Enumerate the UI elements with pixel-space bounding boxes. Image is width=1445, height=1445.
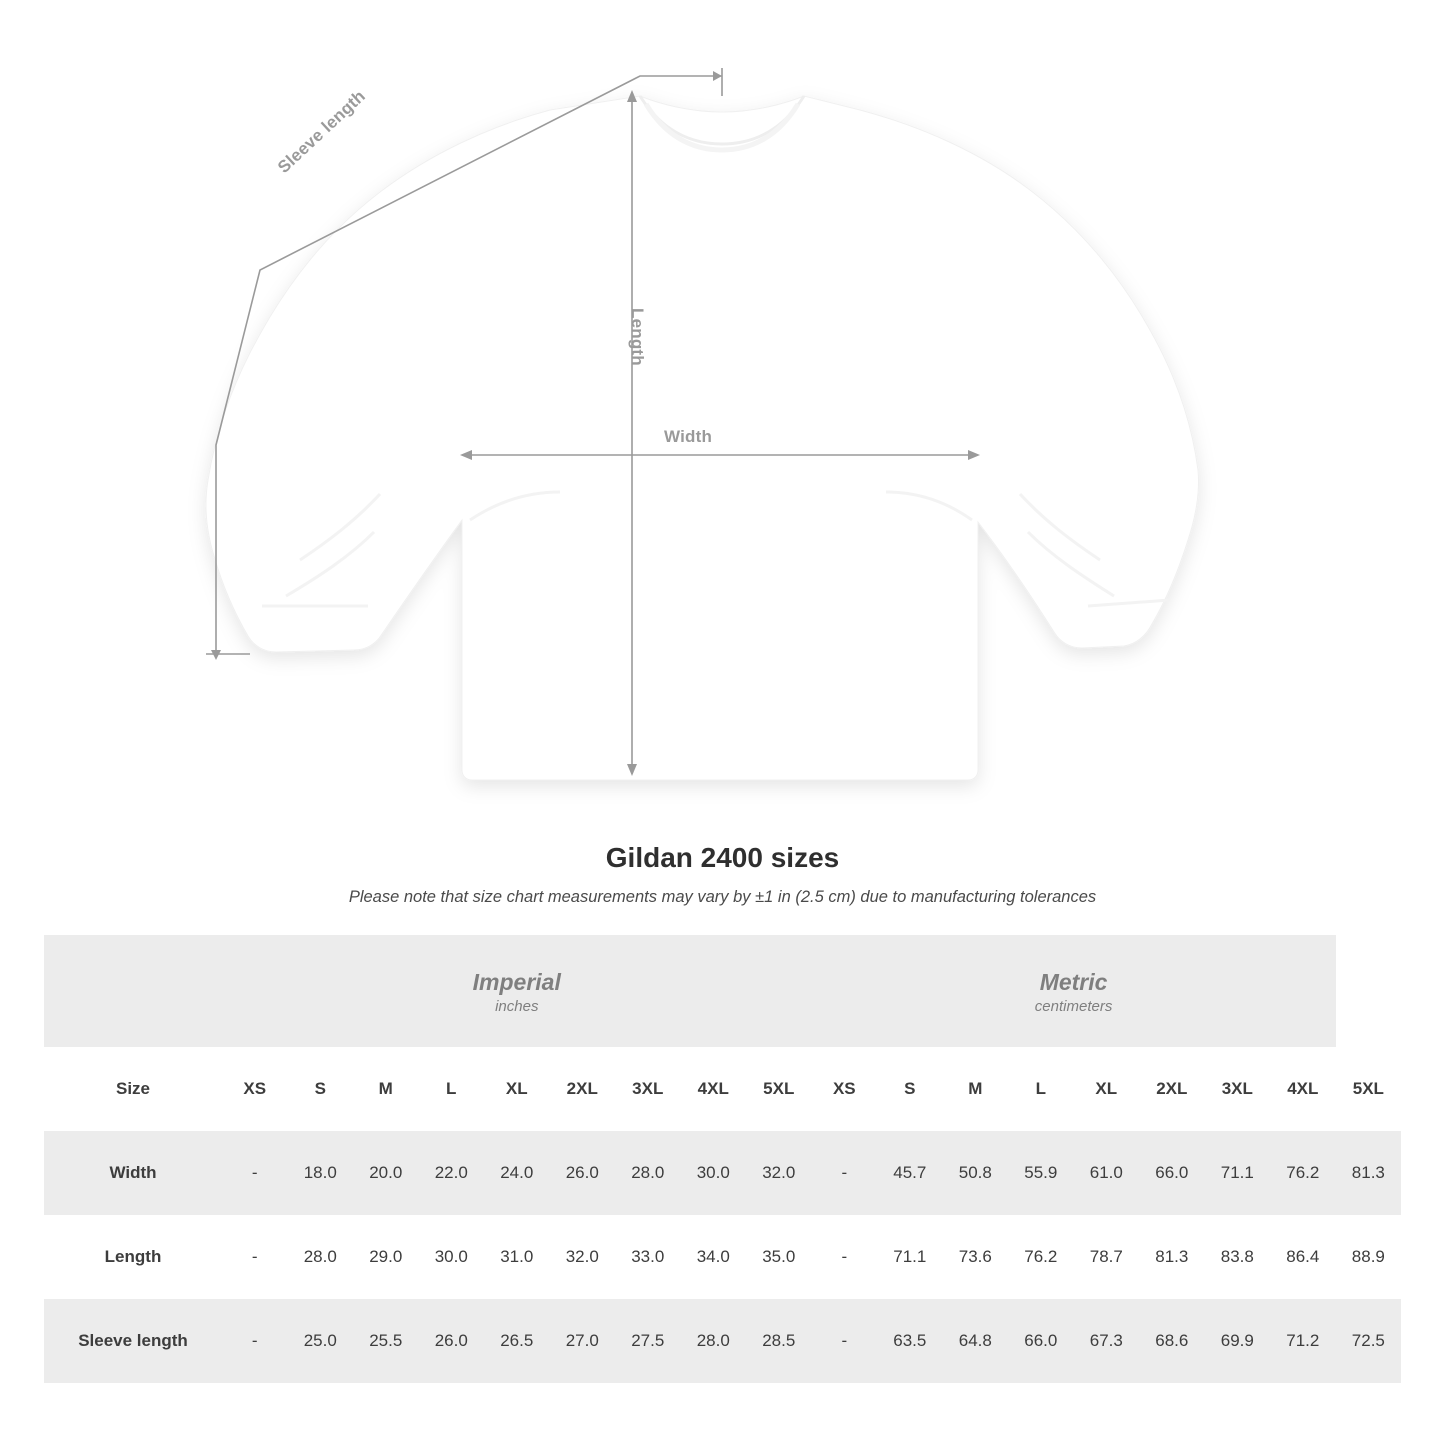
sleeve-metric-3xl: 69.9 (1205, 1299, 1271, 1383)
header-col-7: 4XL (681, 1047, 747, 1131)
length-metric-xs: - (812, 1215, 878, 1299)
row-label-width: Width (44, 1131, 222, 1215)
size-table (44, 935, 1401, 1383)
header-size: Size (44, 1047, 222, 1131)
width-metric-5xl: 81.3 (1336, 1131, 1402, 1215)
width-metric-xl: 61.0 (1074, 1131, 1140, 1215)
sleeve-metric-m: 64.8 (943, 1299, 1009, 1383)
row-label-length: Length (44, 1215, 222, 1299)
header-col-11: M (943, 1047, 1009, 1131)
length-metric-4xl: 86.4 (1270, 1215, 1336, 1299)
sleeve-length-label: Sleeve length (274, 86, 370, 177)
length-metric-3xl: 83.8 (1205, 1215, 1271, 1299)
unit-group-imperial-name: Imperial (472, 968, 561, 995)
width-metric-4xl: 76.2 (1270, 1131, 1336, 1215)
length-imperial-l: 30.0 (419, 1215, 485, 1299)
sleeve-imperial-s: 25.0 (288, 1299, 354, 1383)
sleeve-metric-xs: - (812, 1299, 878, 1383)
page-title: Gildan 2400 sizes (605, 842, 840, 873)
sleeve-metric-4xl: 71.2 (1270, 1299, 1336, 1383)
header-col-3: L (419, 1047, 485, 1131)
length-imperial-xs: - (222, 1215, 288, 1299)
header-col-1: S (288, 1047, 354, 1131)
width-metric-2xl: 66.0 (1139, 1131, 1205, 1215)
width-metric-3xl: 71.1 (1205, 1131, 1271, 1215)
width-imperial-l: 22.0 (419, 1131, 485, 1215)
header-col-13: XL (1074, 1047, 1140, 1131)
table-header-row (44, 1047, 1401, 1131)
width-label: Width (664, 427, 713, 446)
length-imperial-5xl: 35.0 (746, 1215, 812, 1299)
sleeve-imperial-m: 25.5 (353, 1299, 419, 1383)
length-metric-xl: 78.7 (1074, 1215, 1140, 1299)
length-imperial-s: 28.0 (288, 1215, 354, 1299)
length-metric-s: 71.1 (877, 1215, 943, 1299)
width-metric-m: 50.8 (943, 1131, 1009, 1215)
width-imperial-m: 20.0 (353, 1131, 419, 1215)
header-col-10: S (877, 1047, 943, 1131)
sleeve-metric-s: 63.5 (877, 1299, 943, 1383)
header-col-9: XS (812, 1047, 878, 1131)
header-col-2: M (353, 1047, 419, 1131)
length-label: Length (628, 308, 647, 366)
length-metric-l: 76.2 (1008, 1215, 1074, 1299)
width-imperial-xs: - (222, 1131, 288, 1215)
width-imperial-3xl: 28.0 (615, 1131, 681, 1215)
header-col-8: 5XL (746, 1047, 812, 1131)
sleeve-metric-xl: 67.3 (1074, 1299, 1140, 1383)
sleeve-imperial-l: 26.0 (419, 1299, 485, 1383)
header-col-16: 4XL (1270, 1047, 1336, 1131)
width-metric-xs: - (812, 1131, 878, 1215)
size-table-wrapper (44, 935, 1401, 1383)
width-imperial-2xl: 26.0 (550, 1131, 616, 1215)
width-imperial-4xl: 30.0 (681, 1131, 747, 1215)
header-col-14: 2XL (1139, 1047, 1205, 1131)
corner-cell (44, 935, 222, 1047)
table-row (44, 1299, 1401, 1383)
sleeve-metric-2xl: 68.6 (1139, 1299, 1205, 1383)
unit-group-row (44, 935, 1401, 1047)
table-row (44, 1131, 1401, 1215)
table-row (44, 1215, 1401, 1299)
header-col-0: XS (222, 1047, 288, 1131)
tolerance-note: Please note that size chart measurements may vary by ±1 in (2.5 cm) due to manufacturing tolerances (348, 888, 1097, 906)
header-col-6: 3XL (615, 1047, 681, 1131)
header-col-5: 2XL (550, 1047, 616, 1131)
length-imperial-m: 29.0 (353, 1215, 419, 1299)
sleeve-imperial-2xl: 27.0 (550, 1299, 616, 1383)
width-metric-l: 55.9 (1008, 1131, 1074, 1215)
sleeve-imperial-3xl: 27.5 (615, 1299, 681, 1383)
title-block (0, 842, 1445, 907)
width-imperial-xl: 24.0 (484, 1131, 550, 1215)
header-col-12: L (1008, 1047, 1074, 1131)
unit-group-metric-name: Metric (1039, 968, 1108, 995)
length-metric-m: 73.6 (943, 1215, 1009, 1299)
length-metric-5xl: 88.9 (1336, 1215, 1402, 1299)
row-label-sleeve-length: Sleeve length (44, 1299, 222, 1383)
sleeve-imperial-5xl: 28.5 (746, 1299, 812, 1383)
width-metric-s: 45.7 (877, 1131, 943, 1215)
sleeve-metric-5xl: 72.5 (1336, 1299, 1402, 1383)
width-imperial-5xl: 32.0 (746, 1131, 812, 1215)
header-col-17: 5XL (1336, 1047, 1402, 1131)
header-col-15: 3XL (1205, 1047, 1271, 1131)
unit-group-metric (812, 935, 1336, 1047)
length-imperial-3xl: 33.0 (615, 1215, 681, 1299)
length-imperial-xl: 31.0 (484, 1215, 550, 1299)
length-metric-2xl: 81.3 (1139, 1215, 1205, 1299)
sleeve-imperial-4xl: 28.0 (681, 1299, 747, 1383)
unit-group-metric-sub: centimeters (1034, 998, 1113, 1016)
length-imperial-2xl: 32.0 (550, 1215, 616, 1299)
header-col-4: XL (484, 1047, 550, 1131)
sleeve-imperial-xs: - (222, 1299, 288, 1383)
sleeve-metric-l: 66.0 (1008, 1299, 1074, 1383)
width-imperial-s: 18.0 (288, 1131, 354, 1215)
sleeve-imperial-xl: 26.5 (484, 1299, 550, 1383)
unit-group-imperial-sub: inches (495, 998, 539, 1016)
unit-group-imperial (222, 935, 812, 1047)
length-imperial-4xl: 34.0 (681, 1215, 747, 1299)
